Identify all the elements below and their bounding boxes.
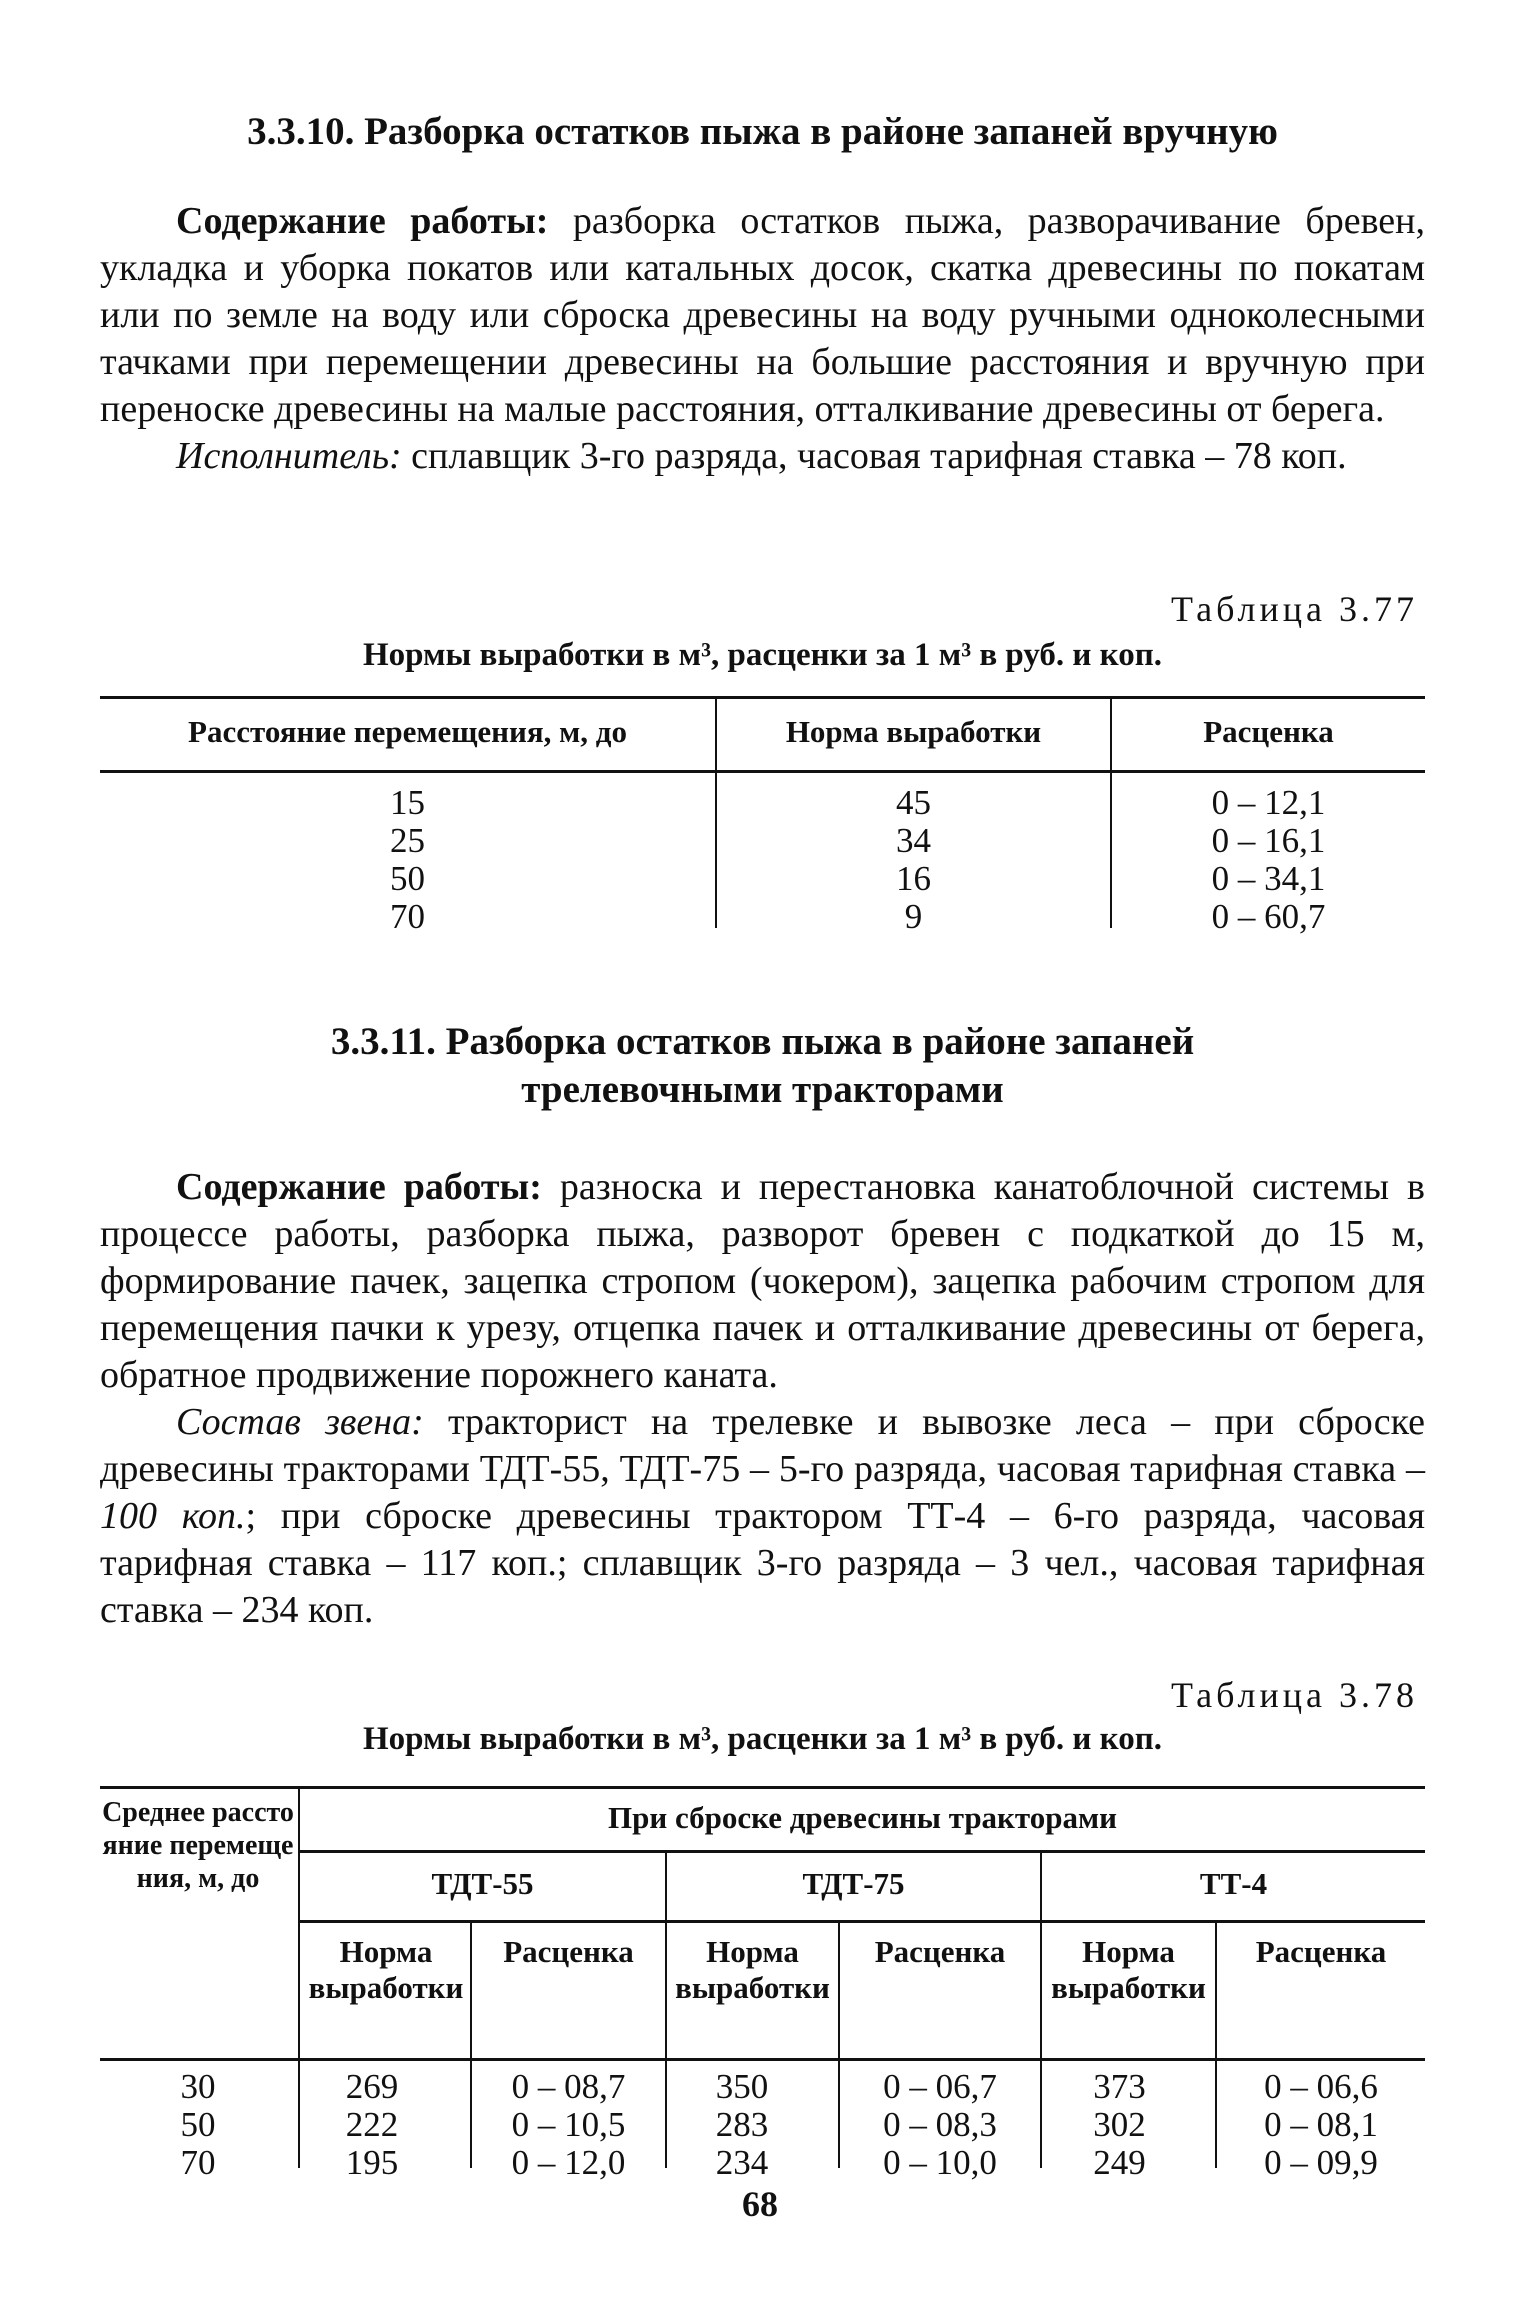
table-cell: 34 <box>896 821 931 860</box>
table-cell: 0 – 08,7 <box>511 2067 626 2106</box>
section1-executor-paragraph <box>100 433 1425 480</box>
table1-col-norm <box>717 784 1110 936</box>
section2-crew-paragraph <box>100 1399 1425 1634</box>
table2-sub-norm-tdt55: Норма выработки <box>308 1934 464 2005</box>
table-cell: 283 <box>715 2105 769 2144</box>
table-number-3-77: Таблица 3.77 <box>1171 589 1418 629</box>
table-cell: 25 <box>390 821 425 860</box>
content-label: Содержание работы: <box>176 1166 542 1208</box>
table-cell: 70 <box>180 2143 216 2182</box>
crew-label: Состав звена: <box>176 1401 424 1443</box>
table-cell: 350 <box>715 2067 769 2106</box>
table-cell: 234 <box>715 2143 769 2182</box>
table-cell: 30 <box>180 2067 216 2106</box>
table-cell: 0 – 12,1 <box>1211 783 1326 822</box>
table1-header-norm: Норма выработки <box>785 714 1042 749</box>
table-cell: 0 – 16,1 <box>1211 821 1326 860</box>
table2-tractor-rule <box>300 1920 1425 1923</box>
table2-sub-norm-tt4: Норма выработки <box>1051 1934 1206 2005</box>
table2-header-group: При сброске древесины тракторами <box>608 1800 1117 1835</box>
crew-text-1: тракторист на трелевке и вывозке леса – при сброске древесины тракторами ТДТ-55, ТДТ-75 – 5-го разряда, часовая тарифная ставка – <box>100 1401 1425 1490</box>
table2-group-rule <box>300 1850 1425 1853</box>
table-cell: 222 <box>345 2105 399 2144</box>
table-cell: 50 <box>180 2105 216 2144</box>
section2-content-paragraph <box>100 1164 1425 1399</box>
table1-header-rule <box>100 770 1425 773</box>
table2-col-tt4-rate <box>1217 2068 1425 2182</box>
table2-col-tdt55-rate <box>472 2068 665 2182</box>
table-cell: 70 <box>390 897 425 936</box>
table-cell: 15 <box>390 783 425 822</box>
table-cell: 0 – 06,7 <box>883 2067 997 2106</box>
table2-sub-rate-tdt55: Расценка <box>503 1934 634 1969</box>
table2-col-tt4-norm <box>1042 2068 1197 2182</box>
table-cell: 16 <box>896 859 931 898</box>
table-cell: 9 <box>904 897 923 936</box>
table2-col-tdt55-norm <box>302 2068 442 2182</box>
table-cell: 269 <box>345 2067 399 2106</box>
table2-caption: Нормы выработки в м³, расценки за 1 м³ в руб. и коп. <box>362 1721 1162 1757</box>
table2-tractor-tdt75: ТДТ-75 <box>802 1866 905 1901</box>
table2-col-tdt75-norm <box>667 2068 817 2182</box>
table-cell: 0 – 06,6 <box>1264 2067 1378 2106</box>
table-cell: 302 <box>1093 2105 1146 2144</box>
table-cell: 45 <box>896 783 931 822</box>
crew-text-2: ; при сброске древесины трактором ТТ-4 – 6-го разряда, часовая тарифная ставка – 117 коп.; сплавщик 3-го разряда – 3 чел., часовая тарифная ставка – 234 коп. <box>100 1495 1426 1631</box>
table1-col-distance <box>100 784 715 936</box>
table-cell: 0 – 10,0 <box>883 2143 997 2182</box>
crew-rate-italic: 100 коп. <box>100 1495 246 1537</box>
table-cell: 50 <box>390 859 425 898</box>
content-text: разборка остатков пыжа, разворачивание бревен, укладка и уборка покатов или катальных досок, скатка древесины по покатам или по земле на воду или сброска древесины на воду ручными одноколесными тачками при перемещении древесины на большие расстояния и вручную при переноске древесины на малые расстояния, отталкивание древесины от берега. <box>100 200 1425 430</box>
table-cell: 0 – 08,1 <box>1264 2105 1378 2144</box>
section1-content-paragraph <box>100 198 1425 433</box>
table2-sub-rate-tdt75: Расценка <box>874 1934 1006 1969</box>
section1-body <box>100 198 1425 480</box>
table1-col-rate <box>1112 784 1425 936</box>
table1-header-distance: Расстояние перемещения, м, до <box>188 714 627 749</box>
table2-col-distance <box>100 2068 296 2182</box>
section-title-3-3-11 <box>100 1018 1425 1114</box>
table-cell: 0 – 10,5 <box>511 2105 626 2144</box>
table-cell: 0 – 60,7 <box>1211 897 1326 936</box>
page-number: 68 <box>742 2184 778 2224</box>
table-cell: 195 <box>345 2143 399 2182</box>
table-cell: 0 – 34,1 <box>1211 859 1326 898</box>
table1-top-rule <box>100 696 1425 699</box>
table2-divider-distance <box>298 1788 300 2168</box>
table2-tractor-tt4: ТТ-4 <box>1199 1866 1268 1901</box>
section2-body <box>100 1164 1425 1634</box>
content-text: разноска и перестановка канатоблочной системы в процессе работы, разборка пыжа, разворот бревен с подкаткой до 15 м, формирование пачек, зацепка стропом (чокером), зацепка рабочим стропом для перемещения пачки к урезу, отцепка пачек и отталкивание древесины от берега, обратное продвижение порожнего каната. <box>100 1166 1425 1396</box>
table2-col-tdt75-rate <box>840 2068 1040 2182</box>
table-cell: 0 – 08,3 <box>883 2105 997 2144</box>
table-cell: 0 – 09,9 <box>1264 2143 1378 2182</box>
section2-title-line2: трелевочными тракторами <box>521 1068 1004 1111</box>
table-number-3-78: Таблица 3.78 <box>1171 1675 1418 1715</box>
section-title-3-3-10: 3.3.10. Разборка остатков пыжа в районе запаней вручную <box>247 110 1278 153</box>
table-cell: 0 – 12,0 <box>511 2143 626 2182</box>
executor-text: сплавщик 3-го разряда, часовая тарифная ставка – 78 коп. <box>401 435 1347 477</box>
table-cell: 373 <box>1093 2067 1146 2106</box>
section2-title-line1: 3.3.11. Разборка остатков пыжа в районе запаней <box>330 1020 1195 1063</box>
executor-label: Исполнитель: <box>176 435 402 477</box>
table1-caption: Нормы выработки в м³, расценки за 1 м³ в руб. и коп. <box>362 637 1162 673</box>
table2-header-distance: Среднее расстояние перемещения, м, до <box>102 1797 294 1894</box>
table2-sub-rate-tt4: Расценка <box>1255 1934 1387 1969</box>
table1-header-rate: Расценка <box>1203 714 1334 749</box>
table2-tractor-tdt55: ТДТ-55 <box>431 1866 534 1901</box>
table2-sub-norm-tdt75: Норма выработки <box>675 1934 830 2005</box>
table-cell: 249 <box>1093 2143 1146 2182</box>
content-label: Содержание работы: <box>176 200 549 242</box>
